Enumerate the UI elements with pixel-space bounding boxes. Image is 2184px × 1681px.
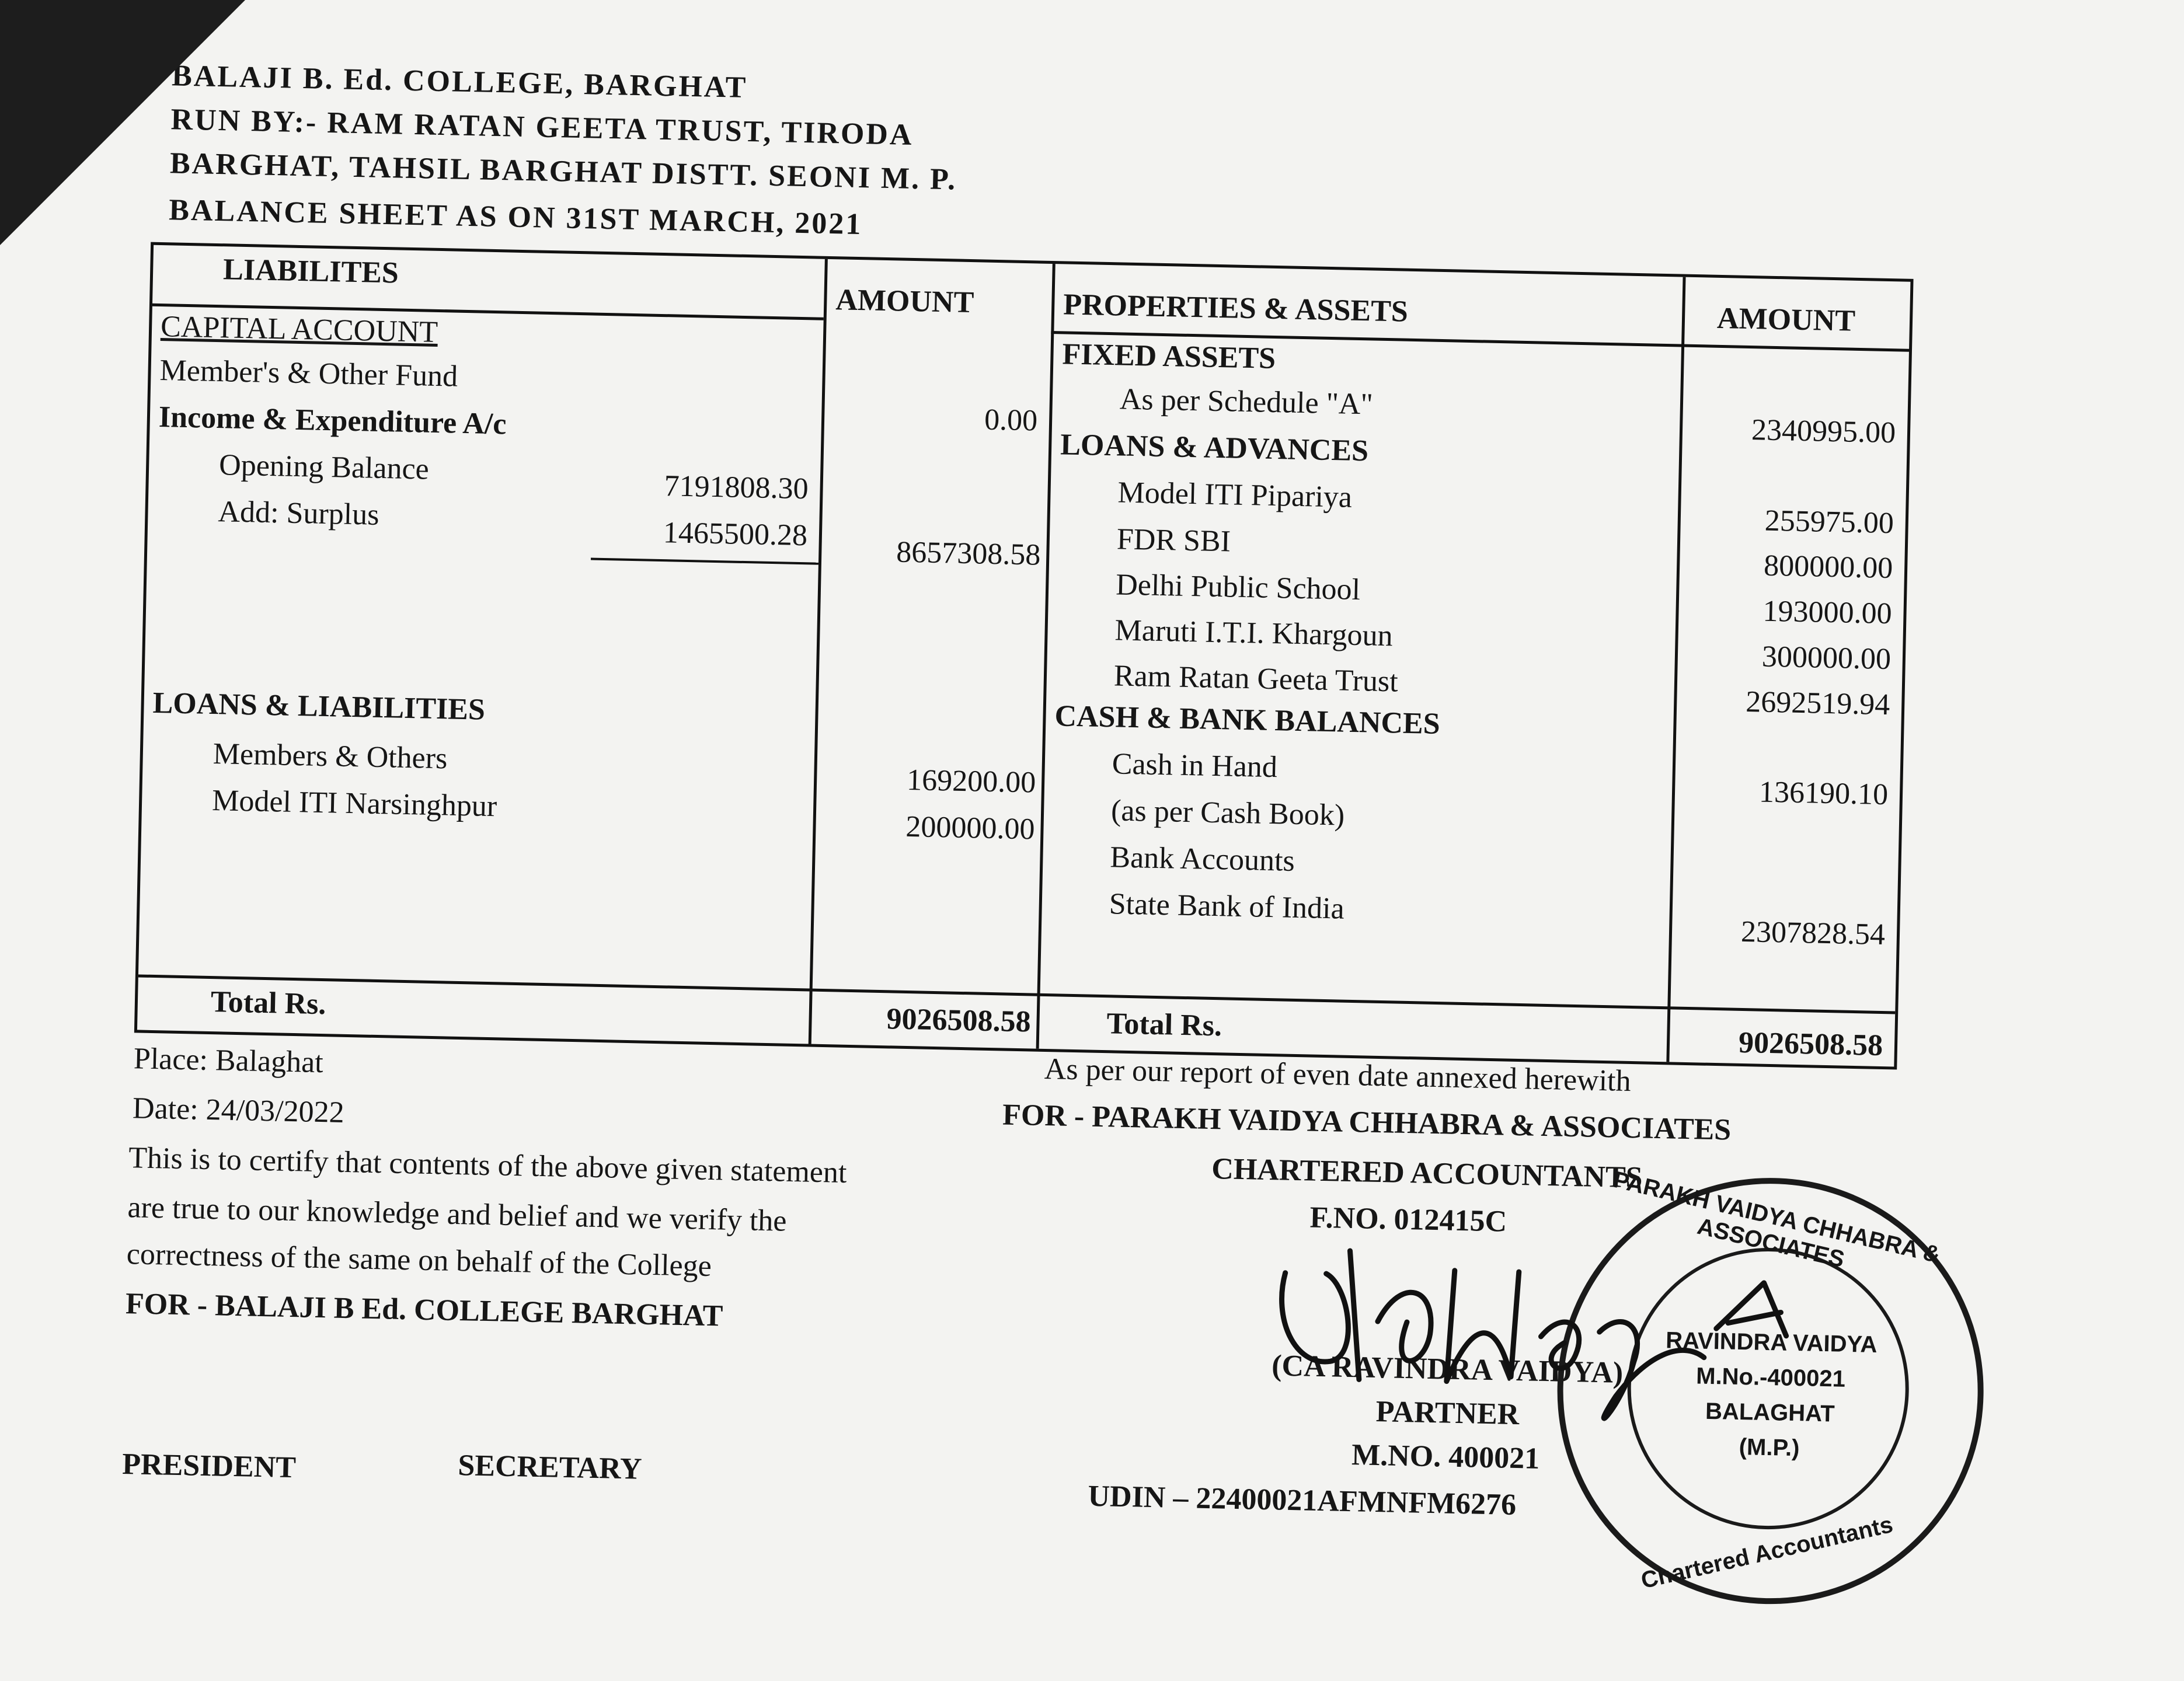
trust-name: RUN BY:- RAM RATAN GEETA TRUST, TIRODA <box>170 103 914 152</box>
certification-line-3: correctness of the same on behalf of the College <box>126 1237 712 1284</box>
members-fund-amount: 0.00 <box>984 403 1038 438</box>
add-surplus-value: 1465500.28 <box>663 516 808 553</box>
col-divider-1 <box>809 259 828 1044</box>
handwritten-signature <box>1258 1202 1847 1460</box>
cash-bank-heading: CASH & BANK BALANCES <box>1054 699 1441 741</box>
schedule-a-label: As per Schedule "A" <box>1119 382 1374 421</box>
firm-registration-number: F.NO. 012415C <box>1309 1201 1507 1239</box>
place-label: Place: Balaghat <box>133 1042 324 1080</box>
liabilities-amount-heading: AMOUNT <box>835 283 974 320</box>
liabilities-total-amount: 9026508.58 <box>886 1002 1032 1039</box>
members-others-label: Members & Others <box>213 737 448 776</box>
auditor-firm-name: FOR - PARAKH VAIDYA CHHABRA & ASSOCIATES <box>1002 1098 1732 1147</box>
model-iti-narsinghpur-amount: 200000.00 <box>905 810 1036 846</box>
asset-item-label: Model ITI Pipariya <box>1117 476 1353 514</box>
asset-item-amount: 800000.00 <box>1763 549 1893 585</box>
certification-line-2: are true to our knowledge and belief and we verify the <box>127 1191 788 1238</box>
balance-sheet-table <box>134 242 1914 1070</box>
bank-accounts-label: Bank Accounts <box>1109 840 1295 878</box>
college-name: BALAJI B. Ed. COLLEGE, BARGHAT <box>171 59 748 104</box>
assets-heading: PROPERTIES & ASSETS <box>1063 288 1409 329</box>
capital-account-heading: CAPITAL ACCOUNT <box>160 310 438 349</box>
income-expenditure-label: Income & Expenditure A/c <box>158 400 507 441</box>
membership-number: M.NO. 400021 <box>1351 1438 1540 1476</box>
scan-corner-shadow <box>0 0 245 245</box>
stamp-city: BALAGHAT <box>1705 1398 1835 1427</box>
cash-in-hand-amount: 136190.10 <box>1758 775 1889 812</box>
report-statement: As per our report of even date annexed herewith <box>1044 1052 1632 1098</box>
stamp-state: (M.P.) <box>1739 1434 1800 1462</box>
date-label: Date: 24/03/2022 <box>132 1091 345 1129</box>
secretary-label: SECRETARY <box>457 1449 643 1486</box>
opening-balance-value: 7191808.30 <box>664 469 809 506</box>
ca-name: (CA RAVINDRA VAIDYA) <box>1271 1349 1624 1390</box>
stamp-firm-text: PARAKH VAIDYA CHHABRA & ASSOCIATES <box>1611 1166 1943 1273</box>
loans-advances-heading: LOANS & ADVANCES <box>1060 428 1369 468</box>
surplus-underline <box>591 558 818 565</box>
asset-item-label: Delhi Public School <box>1115 568 1361 607</box>
for-college-label: FOR - BALAJI B Ed. COLLEGE BARGHAT <box>125 1287 723 1333</box>
sbi-label: State Bank of India <box>1109 887 1345 926</box>
certification-line-1: This is to certify that contents of the above given statement <box>128 1141 848 1190</box>
cash-in-hand-label: Cash in Hand <box>1112 747 1278 784</box>
asset-item-amount: 2692519.94 <box>1745 685 1890 722</box>
asset-item-label: Maruti I.T.I. Khargoun <box>1114 613 1394 653</box>
members-others-amount: 169200.00 <box>906 763 1036 800</box>
asset-item-label: Ram Ratan Geeta Trust <box>1113 659 1399 699</box>
col-divider-2 <box>1036 264 1056 1049</box>
assets-total-amount: 9026508.58 <box>1738 1026 1883 1063</box>
partner-label: PARTNER <box>1375 1395 1520 1432</box>
stamp-bottom-text: Chartered Accountants <box>1638 1511 1896 1594</box>
sbi-amount: 2307828.54 <box>1740 915 1886 952</box>
income-expenditure-total: 8657308.58 <box>896 535 1041 572</box>
stamp-membership-number: M.No.-400021 <box>1695 1363 1846 1392</box>
add-surplus-label: Add: Surplus <box>217 495 380 532</box>
asset-item-amount: 193000.00 <box>1762 594 1893 631</box>
members-fund-label: Member's & Other Fund <box>159 353 458 393</box>
asset-item-amount: 255975.00 <box>1764 504 1894 540</box>
assets-total-label: Total Rs. <box>1106 1007 1222 1043</box>
assets-amount-heading: AMOUNT <box>1716 301 1856 338</box>
udin-number: UDIN – 22400021AFMNFM6276 <box>1087 1479 1517 1522</box>
chartered-accountants-label: CHARTERED ACCOUNTANTS <box>1211 1152 1643 1195</box>
liabilities-heading: LIABILITES <box>222 253 399 290</box>
opening-balance-label: Opening Balance <box>218 448 430 486</box>
stamp-partner-name: RAVINDRA VAIDYA <box>1665 1327 1878 1358</box>
fixed-assets-heading: FIXED ASSETS <box>1061 337 1276 376</box>
cash-book-note: (as per Cash Book) <box>1110 794 1345 832</box>
loans-liabilities-heading: LOANS & LIABILITIES <box>152 686 486 727</box>
asset-item-label: FDR SBI <box>1116 522 1231 559</box>
president-label: PRESIDENT <box>121 1448 297 1485</box>
college-address: BARGHAT, TAHSIL BARGHAT DISTT. SEONI M. P. <box>169 147 957 197</box>
balance-sheet-title: BALANCE SHEET AS ON 31ST MARCH, 2021 <box>168 193 863 242</box>
model-iti-narsinghpur-label: Model ITI Narsinghpur <box>211 784 497 824</box>
schedule-a-amount: 2340995.00 <box>1751 413 1896 450</box>
liabilities-total-label: Total Rs. <box>210 985 327 1021</box>
asset-item-amount: 300000.00 <box>1761 640 1892 676</box>
